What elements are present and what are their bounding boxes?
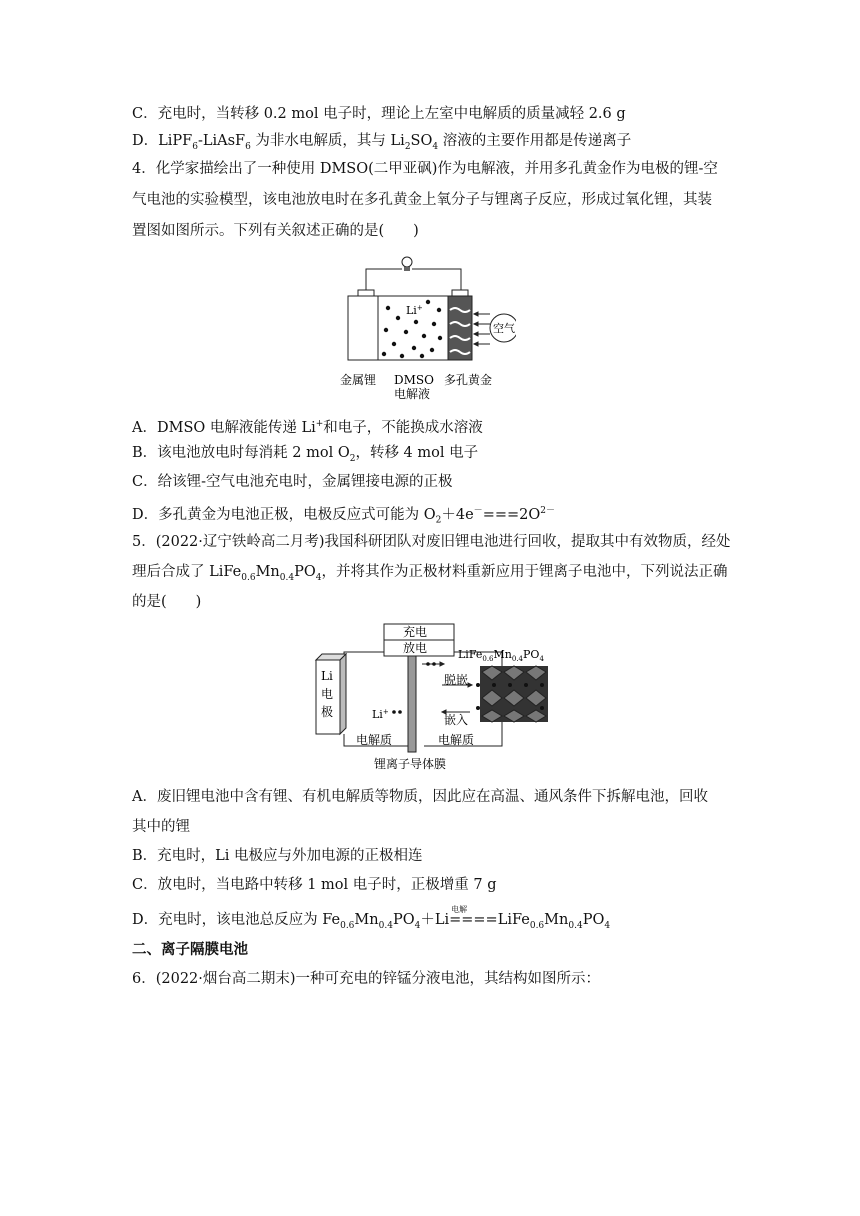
q5-option-d: D．充电时，该电池总反应为 $Fe_{0.6}Mn_{0.4}PO_4+Li$ 电解 $====LiFe_{0.6}Mn_{0.4}PO_4$ <box>132 905 611 931</box>
svg-text:极: 极 <box>321 705 334 719</box>
lithium-electrode <box>348 296 378 360</box>
li-ion-label-2: Li+ <box>372 708 389 721</box>
q4-stem-line-2: 气电池的实验模型，该电池放电时在多孔黄金上氧分子与锂离子反应，形成过氧化锂，其装 <box>132 192 712 208</box>
label-metal-lithium: 金属锂 <box>340 373 377 387</box>
q3-option-d: D．LiPF$_6$-LiAsF$_6$ 为非水电解质，其与 $Li_2SO_4$ 溶液的主要作用都是传递离子 <box>132 133 632 152</box>
q5-option-a-line-1: A．废旧锂电池中含有锂、有机电解质等物质，因此应在高温、通风条件下拆解电池，回收 <box>132 789 708 805</box>
cathode-formula: $LiFe_{0.6}Mn_{0.4}PO_4$ <box>458 648 544 663</box>
q5-stem-line-3: 的是( ) <box>132 594 202 610</box>
electrolyte-right: 电解质 <box>438 733 475 747</box>
electrolysis-equals: 电解 ==== <box>449 905 498 928</box>
deintercalate-label: 脱嵌 <box>444 673 469 687</box>
bulb-icon <box>402 257 412 267</box>
q5-option-a-line-2: 其中的锂 <box>132 819 190 835</box>
q3-option-c: C．充电时，当转移 0.2 mol 电子时，理论上左室中电解质的质量减轻 2.6 g <box>132 106 626 122</box>
svg-text:电: 电 <box>321 687 334 701</box>
q4-option-b: B．该电池放电时每消耗 2 mol $O_2$，转移 4 mol 电子 <box>132 445 479 464</box>
q4-stem-line-1: 4．化学家描绘出了一种使用 DMSO(二甲亚砜)作为电解液，并用多孔黄金作为电极的锂-空 <box>132 161 718 177</box>
q4-stem-line-3: 置图如图所示。下列有关叙述正确的是( ) <box>132 223 419 239</box>
label-dmso: DMSO <box>394 373 434 387</box>
q4-option-a: A．DMSO 电解液能传递 Li+和电子，不能换成水溶液 <box>132 419 483 436</box>
membrane-label: 锂离子导体膜 <box>374 757 447 771</box>
cathode-lattice <box>476 666 548 722</box>
svg-text:Li: Li <box>321 669 333 683</box>
label-porous-gold: 多孔黄金 <box>444 373 493 387</box>
svg-text:空气: 空气 <box>493 322 515 335</box>
intercalate-label: 嵌入 <box>444 713 469 727</box>
li-air-battery-figure <box>336 252 516 402</box>
section-heading: 二、离子隔膜电池 <box>132 941 248 958</box>
svg-text:放电: 放电 <box>403 641 428 655</box>
svg-text:充电: 充电 <box>403 625 428 639</box>
electrolyte-left: 电解质 <box>356 733 393 747</box>
li-ion-cell-figure <box>312 622 552 772</box>
q4-option-d: D．多孔黄金为电池正极，电极反应式可能为 $O_2+4e^-===2O^{2-}$ <box>132 506 555 526</box>
label-electrolyte: 电解液 <box>394 387 431 401</box>
q5-option-b: B．充电时，Li 电极应与外加电源的正极相连 <box>132 848 423 864</box>
q5-option-c: C．放电时，当电路中转移 1 mol 电子时，正极增重 7 g <box>132 877 497 893</box>
li-ion-label: Li+ <box>406 304 423 317</box>
q5-stem-line-1: 5．(2022·辽宁铁岭高二月考)我国科研团队对废旧锂电池进行回收，提取其中有效物质，经处 <box>132 534 731 550</box>
q5-stem-line-2: 理后合成了 $LiFe_{0.6}Mn_{0.4}PO_4$，并将其作为正极材料重新应用于锂离子电池中，下列说法正确 <box>132 564 728 583</box>
q6-stem: 6．(2022·烟台高二期末)一种可充电的锌锰分液电池，其结构如图所示： <box>132 971 601 987</box>
li-ion-membrane <box>408 656 416 752</box>
q4-option-c: C．给该锂-空气电池充电时，金属锂接电源的正极 <box>132 474 453 490</box>
